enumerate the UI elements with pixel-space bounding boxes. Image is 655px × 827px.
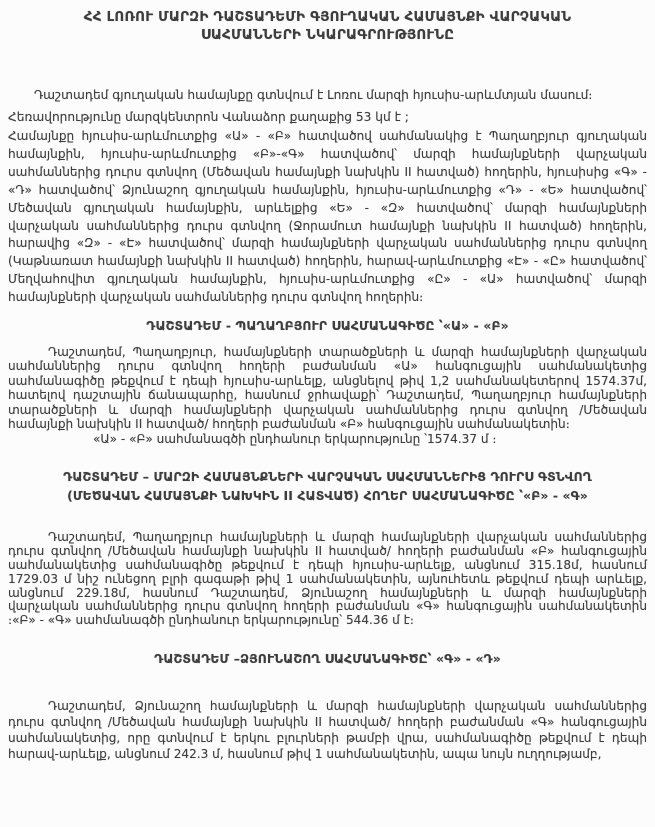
section3-body-paragraph: Դաշտադեմ, Ձյունաշող համայնքների և մարզի համայնքների վարչական սահմաններից դուրս գտնվող /Մեծավան համայնքի նախկին II հատված/ հողերի բաժանման «Գ» հանգուցային սահմանակետից, որը գտնվում է երկու բլուրների թամբի վրա, սահմանագիծը թեքվում է դեպի հարավ-արևելք, անցնում 242.3 մ, հասնում թիվ 1 սահմանակետին, ապա նույն ուղղությամբ, [8,699,647,762]
section1-body-paragraph: Դաշտադեմ, Պաղաղբյուր, համայնքների տարածքների և մարզի համայնքների վարչական սահմաններից դուրս գտնվող հողերի բաժանման «Ա» հանգուցային սահմանակետից սահմանագիծը թեքվում է դեպի հյուսիս-արևելք, անցնելով թիվ 1,2 սահմանակետերով 1574.37մ, հատելով դաշտային ճանապարհը, հասնում ջրհավաքի՝ Դաշտադեմ, Պաղաղբյուր համայնքների տարածքների և մարզի համայնքների վարչական սահմաններից դուրս գտնվող /Մեծավան համայնքի նախկին II հատված/ հողերի բաժանման «Բ» հանգուցային սահմանակետին։ [8,345,647,432]
intro-block [8,84,647,128]
boundary-overview-paragraph: Համայնքը հյուսիս-արևմուտքից «Ա» - «Բ» հատվածով սահմանակից է Պաղաղբյուր գյուղական համայնքին, հյուսիս-արևմուտքից «Բ»-«Գ» հատվածով՝ մարզի համայնքների վարչական սահմաններից դուրս գտնվող (Մեծավան համայնքի նախկին II հատված) հողերին, հյուսիսից «Գ» - «Դ» հատվածով՝ Ձյունաշող գյուղական համայնքին, հյուսիս-արևմուտքից «Դ» - «Ե» հատվածով՝ Մեծավան գյուղական համայնքին, արևելքից «Ե» - «Զ» հատվածով՝ մարզի համայնքների վարչական սահմաններից դուրս գտնվող (Ջորամուտ համայնքի նախկին II հատված) հողերին, հարավից «Զ» - «Է» հատվածով՝ մարզի համայնքների վարչական սահմաններից դուրս գտնվող (Կաթնառատ համայնքի նախկին II հատված) հողերին, հարավ-արևմուտքից «Է» - «Ը» հատվածով՝ Մեղվահովիտ գյուղական համայնքին, հյուսիս-արևմուտքից «Ը» - «Ա» հատվածով՝ մարզի համայնքների վարչական սահմաններից դուրս գտնվող հողերին։ [8,129,647,305]
section1-length-summary: «Ա» - «Բ» սահմանագծի ընդհանուր երկարությունը ՝1574.37 մ ։ [93,431,497,446]
document-title: ՀՀ ԼՈՌՈՒ ՄԱՐԶԻ ԴԱՇՏԱԴԵՄԻ ԳՅՈՒՂԱԿԱՆ ՀԱՄԱՅՆՔԻ ՎԱՐՉԱԿԱՆ ՍԱՀՄԱՆՆԵՐԻ ՆԿԱՐԱԳՐՈՒԹՅՈՒՆԸ [83,9,572,43]
section2-body-paragraph: Դաշտադեմ, Պաղաղբյուր համայնքների և մարզի համայնքների վարչական սահմաններից դուրս գտնվող /Մեծավան համայնքի նախկին II հատված/ հողերի բաժանման «Բ» հանգուցային սահմանակետից սահմանագիծը թեքվում է դեպի հյուսիս-արևելք, անցնում 315.18մ, հասնում 1729.03 մ նիշ ունեցող բլրի գագաթի թիվ 1 սահմանակետին, այնուհետև թեքվում դեպի արևելք, անցնում 229.18մ, հասնում Դաշտադեմ, Ձյունաշող համայնքների և մարզի համայնքների վարչական սահմաններից դուրս գտնվող հողերի բաժանման «Գ» հանգուցային սահմանակետին ։«Բ» - «Գ» սահմանագծի ընդհանուր երկարությունը՝ 544.36 մ է։ [8,529,647,628]
intro-location-paragraph: Դաշտադեմ գյուղական համայնքը գտնվում է Լոռու մարզի հյուսիս-արևմտյան մասում։ [34,88,593,102]
section2-heading: ԴԱՇՏԱԴԵՄ – ՄԱՐԶԻ ՀԱՄԱՅՆՔՆԵՐԻ ՎԱՐՉԱԿԱՆ ՍԱՀՄԱՆՆԵՐԻՑ ԴՈՒՐՍ ԳՏՆՎՈՂ (ՄԵԾԱՎԱՆ ՀԱՄԱՅՆՔԻ ՆԱԽԿԻՆ II ՀԱՏՎԱԾ) ՀՈՂԵՐ ՍԱՀՄԱՆԱԳԻԾԸ ՝«Բ» - «Գ» [63,468,592,503]
intro-distance-paragraph: Հեռավորությունը մարզկենտրոն Վանաձոր քաղաքից 53 կմ է ; [8,110,409,124]
section1-heading: ԴԱՇՏԱԴԵՄ - ՊԱՂԱՂԲՅՈՒՐ ՍԱՀՄԱՆԱԳԻԾԸ ՝«Ա» - «Բ» [146,318,509,334]
section3-heading: ԴԱՇՏԱԴԵՄ –ՁՅՈՒՆԱՇՈՂ ՍԱՀՄԱՆԱԳԻԾԸ՝ «Գ» - «Դ» [154,651,501,667]
